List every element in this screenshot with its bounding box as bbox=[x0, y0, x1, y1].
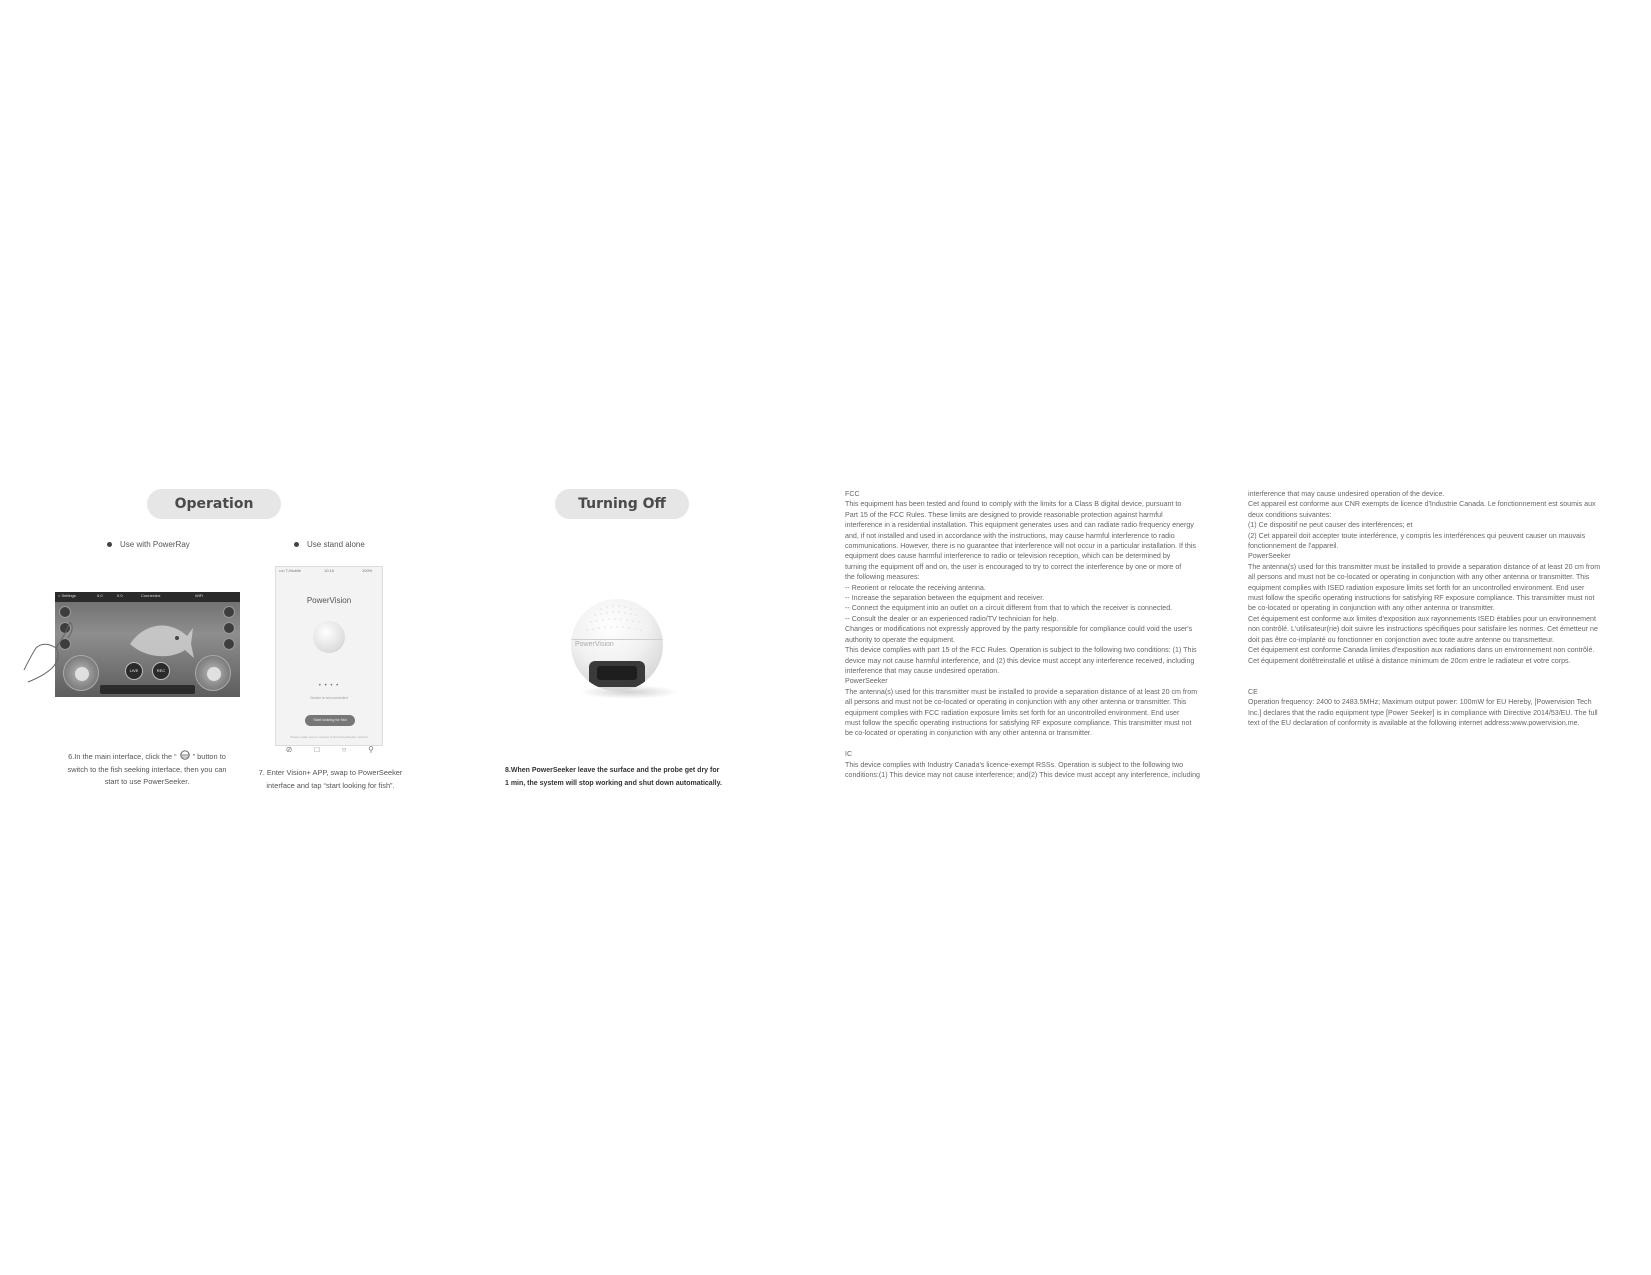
bullet-dot-icon bbox=[107, 542, 112, 547]
device-sensor bbox=[589, 661, 645, 687]
compliance-line: (2) Cet appareil doit accepter toute interférence, y compris les interférences qui peuvent causer un mauvais bbox=[1248, 531, 1586, 540]
compliance-line: PowerSeeker bbox=[1248, 552, 1291, 561]
device-sensor-inner bbox=[597, 666, 637, 680]
joystick-knob bbox=[75, 667, 89, 681]
rec-button[interactable]: REC bbox=[152, 662, 170, 680]
compliance-line: (1) Ce dispositif ne peut causer des interférences; et bbox=[1248, 521, 1413, 530]
compliance-line: interference that may cause undesired operation of the device. bbox=[1248, 490, 1445, 498]
compliance-line: Inc.] declares that the radio equipment type [Power Seeker] is in compliance with Directive 2014/53/EU. The full bbox=[1248, 708, 1598, 717]
device-thumbnail bbox=[313, 621, 345, 653]
device-seam bbox=[571, 639, 663, 640]
bullet-label-text: Use with PowerRay bbox=[120, 540, 190, 549]
compliance-line: PowerSeeker bbox=[845, 677, 888, 686]
step8-caption bbox=[505, 765, 745, 790]
compliance-line: This device complies with Industry Canada's licence-exempt RSSs. Operation is subject to the following two bbox=[845, 760, 1184, 769]
compliance-line: CE bbox=[1248, 687, 1258, 696]
location-icon[interactable]: ○ bbox=[341, 745, 347, 754]
compliance-line: device may not cause harmful interference, and (2) this device must accept any interference received, including bbox=[845, 656, 1195, 665]
step6-line1-pre: 6.In the main interface, click the “ bbox=[68, 752, 177, 761]
compliance-line: Cet équipement est conforme aux limites d'exposition aux rayonnements ISED établies pour un environnement bbox=[1248, 614, 1596, 623]
device-logo: PowerVision bbox=[575, 641, 614, 648]
compliance-column-right bbox=[1248, 489, 1628, 728]
bullet-use-with-powerray bbox=[107, 540, 190, 549]
step6-line2: switch to the fish seeking interface, then you can bbox=[67, 764, 227, 774]
time-label: 10:16 bbox=[324, 568, 335, 573]
compliance-line: equipment does cause harmful interference to radio or television reception, which can be determined by bbox=[845, 552, 1171, 561]
powerray-status-bar bbox=[55, 592, 240, 602]
start-looking-button[interactable]: Start looking for fish bbox=[305, 715, 355, 726]
operation-title: Operation bbox=[147, 489, 281, 519]
compliance-line: equipment complies with FCC radiation exposure limits set forth for an uncontrolled environment. End user bbox=[845, 708, 1180, 717]
compliance-line: IC bbox=[845, 750, 853, 759]
live-button[interactable]: LIVE bbox=[125, 662, 143, 680]
compliance-line: interference in a residential installation. This equipment generates uses and can radiate radio frequency energy bbox=[845, 521, 1194, 530]
battery-label: 100% bbox=[362, 568, 373, 573]
status-right: WiFi bbox=[195, 593, 203, 598]
compliance-line: Cet équipement est conforme Canada limites d'exposition aux radiations dans un environnement non contrôlé. bbox=[1248, 646, 1595, 655]
compliance-line: must follow the specific operating instructions for satisfying RF exposure compliance. This transmitter must not bbox=[1248, 594, 1595, 603]
compliance-line: doit pas être co-implanté ou fonctionner en conjonction avec toute autre antenne ou transmetteur. bbox=[1248, 635, 1555, 644]
compliance-line: text of the EU declaration of conformity is available at the following internet address:www.powervision.me. bbox=[1248, 718, 1580, 727]
compliance-line: communications. However, there is no guarantee that interference will not occur in a particular installation. If this bbox=[845, 542, 1196, 551]
compliance-line: -- Reorient or relocate the receiving antenna. bbox=[845, 583, 986, 592]
mail-icon[interactable]: □ bbox=[314, 745, 320, 754]
bullet-use-stand-alone bbox=[294, 540, 365, 549]
compliance-line: Cet équipement doitêtreinstallé et utilisé à distance minimum de 20cm entre le radiateur et votre corps. bbox=[1248, 656, 1571, 665]
compliance-line: FCC bbox=[845, 490, 860, 498]
compliance-line: The antenna(s) used for this transmitter must be installed to provide a separation distance of at least 20 cm from bbox=[845, 687, 1198, 696]
paragraph-gap bbox=[1248, 676, 1628, 686]
phone-screenshot bbox=[275, 566, 383, 746]
compliance-line: turning the equipment off and on, the user is encouraged to try to correct the interference by one or more of bbox=[845, 562, 1182, 571]
turning-off-title: Turning Off bbox=[555, 489, 689, 519]
compliance-line: non contrôlé. L'utilisateur(rie) doit suivre les instructions spécifiques pour satisfaire les normes. Cet émetteur ne bbox=[1248, 625, 1598, 634]
compliance-line: authority to operate the equipment. bbox=[845, 635, 956, 644]
compliance-line: be co-located or operating in conjunction with any other antenna or transmitter. bbox=[845, 729, 1092, 738]
phone-status-bar bbox=[276, 567, 382, 575]
status-b: 0.0 bbox=[117, 593, 123, 598]
step7-line1: 7. Enter Vision+ APP, swap to PowerSeeker bbox=[258, 768, 403, 777]
paragraph-gap bbox=[845, 739, 1225, 749]
step6-caption bbox=[42, 750, 252, 789]
joystick-knob bbox=[207, 667, 221, 681]
carrier-label: •••• T-Mobile bbox=[279, 568, 301, 573]
bullet-label-text: Use stand alone bbox=[307, 540, 365, 549]
app-brand: PowerVision bbox=[306, 596, 352, 605]
compliance-line: the following measures: bbox=[845, 573, 920, 582]
status-center: Connected bbox=[141, 593, 161, 598]
compliance-line: must follow the specific operating instructions for satisfying RF exposure compliance. This transmitter must not bbox=[845, 718, 1192, 727]
compliance-line: be co-located or operating in conjunction with any other antenna or transmitter. bbox=[1248, 604, 1495, 613]
side-button-r1[interactable] bbox=[223, 606, 235, 618]
step7-caption bbox=[248, 767, 413, 792]
compliance-line: deux conditions suivantes: bbox=[1248, 510, 1332, 519]
side-button-1[interactable] bbox=[59, 606, 71, 618]
powerray-screenshot bbox=[55, 592, 240, 697]
device-ball bbox=[571, 599, 663, 691]
compliance-line: -- Consult the dealer or an experienced radio/TV technician for help. bbox=[845, 614, 1059, 623]
compliance-line: -- Connect the equipment into an outlet on a circuit different from that to which the receiver is connected. bbox=[845, 604, 1173, 613]
compliance-line: Operation frequency: 2400 to 2483.5MHz; Maximum output power: 100mW for EU Hereby, [Powervision Tech bbox=[1248, 698, 1592, 707]
compliance-line: conditions:(1) This device may not cause interference; and(2) This device must accept any interference, including bbox=[845, 770, 1201, 779]
paragraph-gap bbox=[1248, 666, 1628, 676]
compliance-line: -- Increase the separation between the equipment and receiver. bbox=[845, 594, 1045, 603]
compliance-column-left bbox=[845, 489, 1225, 780]
side-button-r3[interactable] bbox=[223, 638, 235, 650]
right-joystick[interactable] bbox=[195, 655, 231, 691]
phone-tab-bar bbox=[275, 746, 383, 758]
compliance-line: equipment complies with ISED radiation exposure limits set forth for an uncontrolled environment. End user bbox=[1248, 583, 1585, 592]
compass-icon[interactable]: ⊘ bbox=[285, 745, 293, 754]
side-button-r2[interactable] bbox=[223, 622, 235, 634]
compliance-line: interference that may cause undesired operation. bbox=[845, 666, 1000, 675]
compliance-line: This equipment has been tested and found to comply with the limits for a Class B digital device, pursuant to bbox=[845, 500, 1182, 509]
powerray-bottom-bar bbox=[100, 685, 195, 694]
pager-dots: • • • • bbox=[318, 683, 340, 689]
footer-hint: Please make sure to connect to the PowerSeeker network bbox=[290, 735, 368, 739]
step6-line1-post: ” button to bbox=[192, 752, 226, 761]
compliance-line: all persons and must not be co-located or operating in conjunction with any other antenna or transmitter. This bbox=[845, 698, 1187, 707]
fish-icon bbox=[125, 614, 195, 664]
user-icon[interactable]: ⚲ bbox=[368, 745, 374, 754]
compliance-line: fonctionnement de l'appareil. bbox=[1248, 542, 1339, 551]
step6-line3: start to use PowerSeeker. bbox=[104, 777, 190, 787]
compliance-line: all persons and must not be co-located or operating in conjunction with any other antenna or transmitter. This bbox=[1248, 573, 1590, 582]
compliance-line: Part 15 of the FCC Rules. These limits are designed to provide reasonable protection against harmful bbox=[845, 510, 1163, 519]
powerseeker-device-image bbox=[571, 599, 671, 709]
compliance-line: and, if not installed and used in accordance with the instructions, may cause harmful interference to radio bbox=[845, 531, 1175, 540]
step8-line2: 1 min, the system will stop working and shut down automatically. bbox=[505, 779, 722, 787]
compliance-line: Changes or modifications not expressly approved by the party responsible for compliance could void the user's bbox=[845, 625, 1193, 634]
step6-line1 bbox=[42, 750, 252, 764]
compliance-line: Cet appareil est conforme aux CNR exempts de licence d'Industrie Canada. Le fonctionnement est soumis aux bbox=[1248, 500, 1596, 509]
step7-line2: interface and tap “start looking for fish”. bbox=[266, 780, 395, 790]
back-label: < Settings bbox=[58, 593, 76, 598]
bullet-dot-icon bbox=[294, 542, 299, 547]
device-texture bbox=[571, 599, 663, 639]
status-a: 0.0 bbox=[97, 593, 103, 598]
compliance-line: This device complies with part 15 of the FCC Rules. Operation is subject to the following two conditions: (1) This bbox=[845, 646, 1197, 655]
step8-line1: 8.When PowerSeeker leave the surface and the probe get dry for bbox=[505, 767, 720, 774]
connection-text: Device is not connected bbox=[310, 696, 348, 700]
fish-seek-button-icon bbox=[179, 750, 191, 760]
compliance-line: The antenna(s) used for this transmitter must be installed to provide a separation distance of at least 20 cm from bbox=[1248, 562, 1601, 571]
hand-icon bbox=[22, 618, 77, 686]
